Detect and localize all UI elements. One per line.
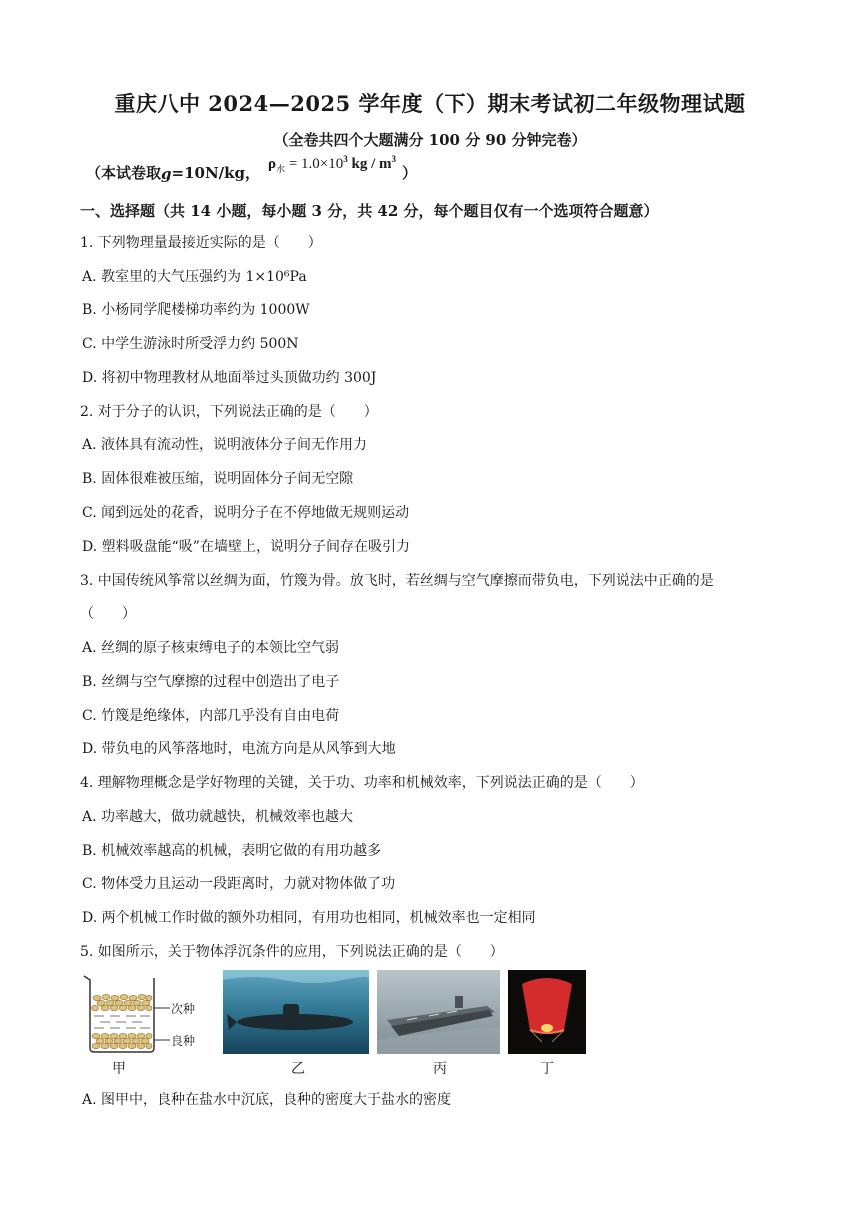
option-a: A. 功率越大，做功就越快，机械效率也越大: [82, 809, 354, 825]
label-inferior-seeds: 次种: [171, 1002, 196, 1016]
option-b: B. 小杨同学爬楼梯功率约为 1000W: [82, 302, 310, 318]
rho-symbol: ρ: [268, 156, 277, 172]
option-a: A. 图甲中，良种在盐水中沉底，良种的密度大于盐水的密度: [82, 1092, 452, 1108]
question-stem: 2. 对于分子的认识，下列说法正确的是（ ）: [80, 404, 378, 420]
option-b: B. 固体很难被压缩，说明固体分子间无空隙: [82, 471, 354, 487]
question-stem: 4. 理解物理概念是学好物理的关键，关于功、功率和机械效率，下列说法正确的是（ ）: [80, 775, 644, 791]
question-stem: 5. 如图所示，关于物体浮沉条件的应用，下列说法正确的是（ ）: [80, 944, 504, 960]
label-good-seeds: 良种: [171, 1034, 196, 1048]
option-c: C. 竹篾是绝缘体，内部几乎没有自由电荷: [82, 708, 340, 724]
option-a: A. 丝绸的原子核束缚电子的本领比空气弱: [82, 640, 340, 656]
rho-unit-exponent: 3: [391, 154, 397, 164]
page-subtitle: （全卷共四个大题满分 100 分 90 分钟完卷）: [273, 131, 587, 149]
question-stem: 3. 中国传统风筝常以丝绸为面，竹篾为骨。放飞时，若丝绸与空气摩擦而带负电，下列说法中正确的是: [80, 573, 714, 589]
option-a: A. 教室里的大气压强约为 1×10⁶Pa: [82, 269, 307, 285]
submarine-image: [223, 970, 369, 1054]
carrier-figure: [377, 970, 500, 1077]
question-stem-continued: （ ）: [80, 606, 136, 622]
option-c: C. 闻到远处的花香，说明分子在不停地做无规则运动: [82, 505, 410, 521]
figure-label-b: 乙: [291, 1061, 305, 1077]
option-b: B. 丝绸与空气摩擦的过程中创造出了电子: [82, 674, 340, 690]
option-a: A. 液体具有流动性，说明液体分子间无作用力: [82, 437, 368, 453]
figure-label-a: 甲: [112, 1061, 126, 1077]
section-title: 一、选择题（共 14 小题，每小题 3 分，共 42 分，每个题目仅有一个选项符合题意）: [80, 202, 659, 220]
option-d: D. 将初中物理教材从地面举过头顶做功约 300J: [82, 370, 377, 386]
aircraft-carrier-image: [377, 970, 500, 1054]
water-density-formula: [268, 154, 396, 175]
option-c: C. 物体受力且运动一段距离时，力就对物体做了功: [82, 876, 396, 892]
figures-row: [80, 970, 600, 1080]
sky-lantern-image: [508, 970, 586, 1054]
submarine-figure: [223, 970, 369, 1077]
option-b: B. 机械效率越高的机械，表明它做的有用功越多: [82, 843, 382, 859]
rho-unit: kg / m: [351, 156, 392, 172]
constants-note: [86, 154, 418, 183]
beaker-figure: [80, 970, 210, 1054]
figure-label-d: 丁: [540, 1061, 554, 1077]
rho-value: = 1.0×10: [288, 156, 344, 172]
note-prefix: （本试卷取: [86, 164, 162, 182]
option-d: D. 塑料吸盘能“吸”在墙壁上，说明分子间存在吸引力: [82, 539, 410, 555]
note-mid: =10N/kg，: [171, 164, 261, 182]
figure-label-c: 丙: [433, 1061, 447, 1077]
page-title: 重庆八中 2024—2025 学年度（下）期末考试初二年级物理试题: [114, 91, 746, 116]
question-stem: 1. 下列物理量最接近实际的是（ ）: [80, 235, 322, 251]
option-d: D. 两个机械工作时做的额外功相同，有用功也相同，机械效率也一定相同: [82, 910, 536, 926]
lantern-figure: [508, 970, 586, 1077]
option-c: C. 中学生游泳时所受浮力约 500N: [82, 336, 299, 352]
rho-exponent: 3: [343, 154, 348, 164]
note-g: g: [161, 165, 172, 183]
note-suffix: ）: [402, 164, 418, 182]
option-d: D. 带负电的风筝落地时，电流方向是从风筝到大地: [82, 741, 396, 757]
rho-subscript: 水: [276, 164, 286, 174]
